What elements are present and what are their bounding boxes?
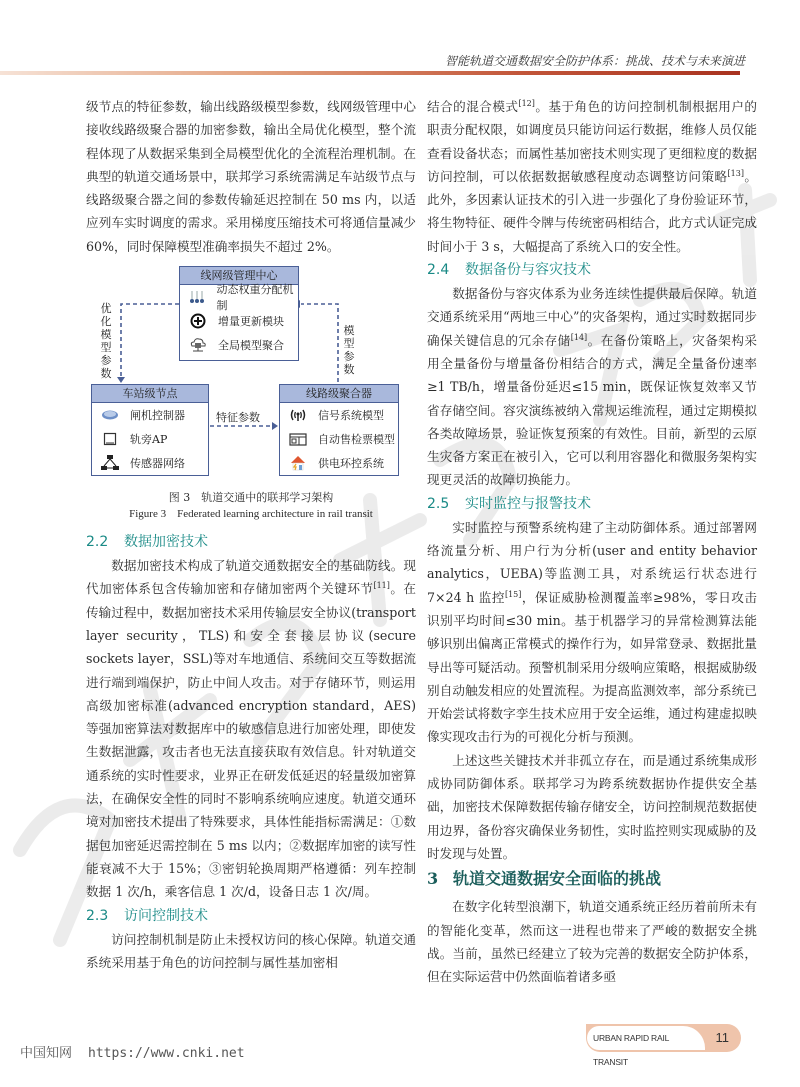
plus-circle-icon	[188, 312, 208, 330]
citation-12[interactable]: [12]	[518, 98, 535, 108]
figure-caption-cn: 图 3 轨道交通中的联邦学习架构	[168, 491, 334, 505]
access-point-icon	[100, 430, 120, 448]
paragraph-summary: 上述这些关键技术并非孤立存在，而是通过系统集成形成协同防御体系。联邦学习为跨系统数据协作提供安全基础，加密技术保障数据传输存储安全，访问控制规范数据使用边界，备份容灾确保业务韧性，实时监控则实现威胁的及时发现与处置。	[427, 752, 757, 861]
box-item	[92, 427, 208, 451]
arrow-up-path	[301, 304, 338, 382]
cloud-server-icon	[188, 336, 208, 354]
section-heading-2-2	[86, 530, 416, 554]
box-title: 线网级管理中心	[180, 267, 298, 285]
power-house-icon	[288, 454, 308, 472]
sensor-network-icon	[100, 454, 120, 472]
text-run: 数据备份与容灾体系为业务连续性提供最后保障。轨道交通系统采用“两地三中心”的灾备架构，通过实时数据同步确保关键信息的冗余存储	[427, 286, 757, 348]
arrow-up-label: 模型参数	[343, 324, 355, 377]
arrow-down-path	[121, 304, 179, 378]
box-item-label: 自动售检票模型	[318, 433, 395, 447]
section-heading-2-5	[427, 492, 757, 516]
paragraph-backup	[427, 282, 757, 492]
section-heading-3	[427, 865, 757, 895]
right-column	[427, 95, 757, 988]
box-line-aggregator	[279, 384, 399, 476]
box-item	[280, 403, 398, 427]
paragraph-access-control-cont	[427, 95, 757, 258]
paragraph-intro: 级节点的特征参数，输出线路级模型参数，线网级管理中心接收线路级聚合器的加密参数，输出全局优化模型，整个流程体现了从数据采集到全局模型优化的全流程治理机制。在典型的轨道交通场景中，联邦学习系统需满足车站级节点与线路级聚合器之间的参数传输延迟控制在 50 ms 内，以适应列车实时调度的需求。采用梯度压缩技术可将通信量减少 60%，同时保障模型准确率损失不超过 2%。	[86, 99, 416, 254]
section-heading-2-3	[86, 904, 416, 928]
box-item-label: 供电环控系统	[318, 457, 384, 471]
paragraph-monitoring	[427, 516, 757, 749]
box-item-label: 传感器网络	[130, 457, 185, 471]
paragraph-access-control: 访问控制机制是防止未授权访问的核心保障。轨道交通系统采用基于角色的访问控制与属性基加密相	[86, 931, 416, 970]
box-item-label: 轨旁AP	[130, 433, 168, 447]
text-run: 实时监控与预警系统构建了主动防御体系。通过部署网络流量分析、用户行为分析(user and entity behavior analytics，UEBA)等监测工具，对系统运行状态进行 7×24 h 监控	[427, 519, 757, 605]
box-item-label: 信号系统模型	[318, 409, 384, 423]
figure-caption-en: Figure 3 Federated learning architecture in rail transit	[129, 508, 373, 521]
paragraph-encryption	[86, 554, 416, 903]
page-number: 11	[715, 1030, 729, 1045]
box-item	[180, 333, 298, 357]
section-number: 2.5	[427, 495, 450, 512]
section-number: 3	[427, 869, 439, 889]
paragraph-challenges: 在数字化转型浪潮下，轨道交通系统正经历着前所未有的智能化变革，然而这一进程也带来了严峻的数据安全挑战。当前，虽然已经建立了较为完善的数据安全防护体系，但在实际运营中仍然面临着诸多亟	[427, 899, 757, 985]
section-number: 2.4	[427, 262, 450, 279]
ticket-machine-icon	[288, 430, 308, 448]
arrow-right-label: 特征参数	[216, 411, 260, 425]
box-item-label: 闸机控制器	[130, 409, 185, 423]
box-station-node	[91, 384, 209, 476]
box-item	[180, 283, 298, 313]
box-item-label: 全局模型聚合	[218, 339, 284, 353]
section-title: 数据加密技术	[124, 534, 208, 551]
box-item-label: 动态权重分配机制	[216, 283, 294, 313]
left-column	[86, 95, 416, 974]
text-run: 数据加密技术构成了轨道交通数据安全的基础防线。现代加密体系包含传输加密和存储加密两个关键环节	[86, 558, 416, 597]
box-title: 车站级节点	[92, 385, 208, 403]
source-url-link[interactable]: https://www.cnki.net	[88, 1046, 245, 1061]
box-item	[280, 427, 398, 451]
footer-source	[20, 1042, 245, 1061]
text-run: ，保证威胁检测覆盖率≥98%，零日攻击识别平均时间≤30 min。基于机器学习的异常检测算法能够识别出偏离正常模式的操作行为，如异常登录、数据批量导出等可疑活动。预警机制采用分级响应策略，根据威胁级别自动触发相应的处置流程。为提高监测效率，部分系统已开始尝试将数字孪生技术应用于安全运维，通过构建虚拟映像实现攻击行为的可视化分析与预测。	[427, 589, 758, 745]
box-item	[92, 451, 208, 475]
source-name: 中国知网	[20, 1046, 73, 1061]
text-run: 。在传输过程中，数据加密技术采用传输层安全协议(transport layer security，TLS)和安全套接层协议(secure sockets layer，SSL)等对车地通信、系统间交互等数据流进行端到端保护，防止中间人攻击。对于存储环节，则运用高级加密标准(advanced encryption standard，AES)等强加密算法对数据库中的敏感信息进行加密处理，即使发生数据泄露，攻击者也无法直接获取有效信息。针对轨道交通系统的实时性要求，业界正在研发低延迟的轻量级加密算法，在确保安全性的同时不影响系统响应速度。轨道交通环境对加密技术提出了特殊要求，具体性能指标需满足：①数据包加密延迟需控制在 5 ms 以内；②数据库加密的读写性能衰减不大于 15%；③密钥轮换周期严格遵循：列车控制数据 1 次/h，乘客信息 1 次/d，设备日志 1 次/周。	[86, 581, 417, 900]
arrow-down-label: 优化模型参数	[100, 302, 112, 381]
section-title: 实时监控与报警技术	[465, 495, 591, 512]
section-title: 访问控制技术	[124, 907, 208, 924]
box-item	[280, 451, 398, 475]
citation-15[interactable]: [15]	[504, 589, 522, 599]
arrow-down-head	[117, 377, 125, 383]
text-run: 结合的混合模式	[427, 99, 519, 114]
box-network-center	[179, 266, 299, 361]
weight-distribution-icon	[188, 288, 207, 306]
citation-13[interactable]: [13]	[727, 168, 744, 178]
journal-badge	[586, 1024, 741, 1067]
box-item	[92, 403, 208, 427]
text-run: 。基于角色的访问控制机制根据用户的职责分配权限，如调度员只能访问运行数据，维修人员仅能查看设备状态；而属性基加密技术则实现了更细粒度的数据访问控制，可以依据数据敏感程度动态调整访问策略	[427, 99, 758, 184]
section-number: 2.2	[86, 534, 109, 551]
box-title: 线路级聚合器	[280, 385, 398, 403]
router-icon	[100, 406, 120, 424]
section-heading-2-4	[427, 258, 757, 282]
citation-11[interactable]: [11]	[373, 581, 390, 591]
box-item-label: 增量更新模块	[218, 315, 284, 329]
header-rule	[0, 71, 740, 75]
box-item	[180, 309, 298, 333]
text-run: 。此外，多因素认证技术的引入进一步强化了身份验证环节，将生物特征、硬件令牌与传统密码相结合，此方式认证完成时间小于 3 s，大幅提高了系统入口的安全性。	[427, 168, 758, 254]
figure-3	[86, 266, 416, 476]
section-number: 2.3	[86, 907, 109, 924]
section-title: 轨道交通数据安全面临的挑战	[453, 869, 662, 889]
arrow-right-head	[272, 422, 278, 430]
citation-14[interactable]: [14]	[570, 332, 588, 342]
section-title: 数据备份与容灾技术	[465, 262, 591, 279]
text-run: 。在备份策略上，灾备架构采用全量备份与增量备份相结合的方式，满足全量备份速率≥1 TB/h，增量备份延迟≤15 min，既保证恢复效率又节省存储空间。容灾演练被纳入常规运维流程，通过定期模拟各类故障场景，验证恢复预案的有效性。目前，新型的云原生灾备方案正在被引入，它可以利用容器化和微服务架构实现更灵活的故障切换能力。	[427, 332, 758, 488]
running-title: 智能轨道交通数据安全防护体系：挑战、技术与未来演进	[444, 54, 745, 68]
journal-name: URBAN RAPID RAIL TRANSIT	[587, 1026, 705, 1050]
signal-antenna-icon	[288, 406, 308, 424]
